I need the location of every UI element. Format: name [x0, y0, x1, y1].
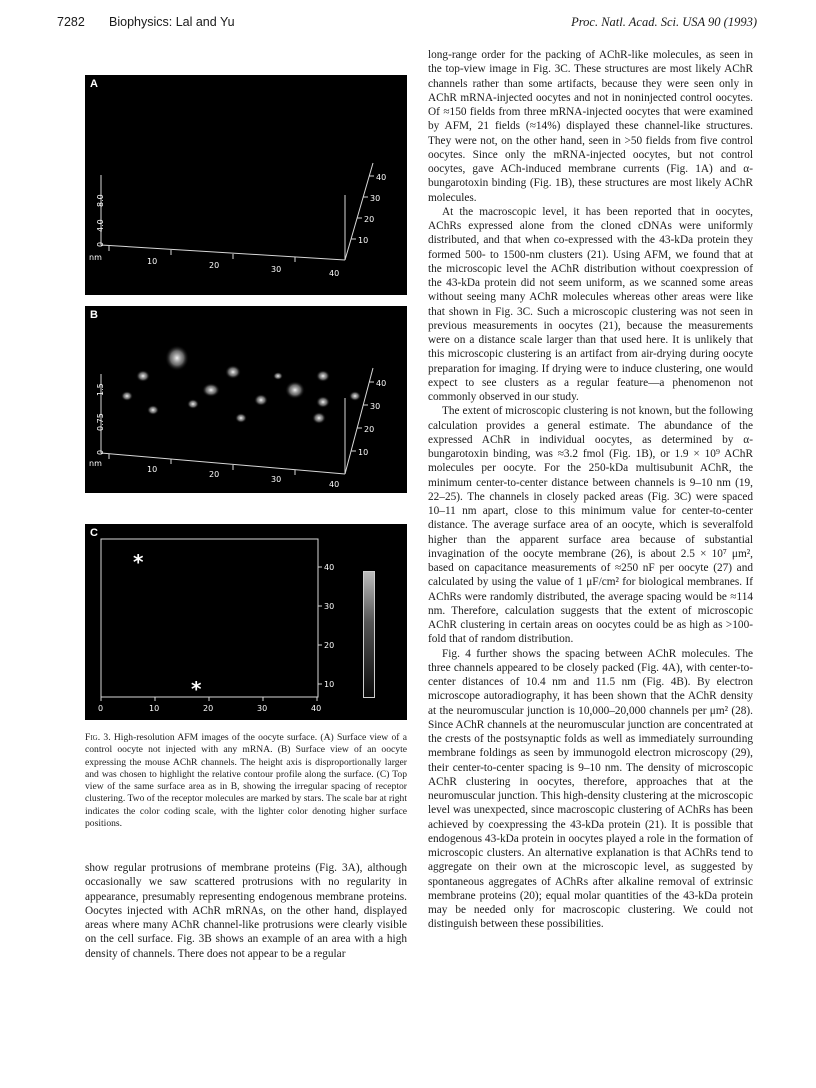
- y-tick-label: 40: [376, 379, 387, 388]
- caption-text: High-resolution AFM images of the oocyte surface. (A) Surface view of a control oocyte not injected with any mRNA. (B) Surface view of an oocyte expressing the mouse AChR channels. The height axis is disproportionally larger and was chosen to highlight the relative contour profile along the surface. (C) Top view of the same surface area as in B, showing the irregular spacing of receptor clustering. Two of the receptor molecules are marked by stars. The scale bar at right indicates the color coding scale, with the lighter color denoting higher surface positions.: [85, 732, 407, 830]
- x-tick-label: 20: [203, 704, 214, 713]
- y-tick-label: 30: [370, 194, 381, 203]
- paragraph: long-range order for the packing of AChR-like molecules, as seen in the top-view image in Fig. 3C. These structures are most likely AChR channels rather than some artifacts, because they were seen only in AChR mRNA-injected oocytes and not in noninjected control oocytes. Of ≈150 fields from three mRNA-injected oocytes that were examined by AFM, 21 fields (≈14%) displayed these channel-like structures. They were not, on the other hand, seen in >50 fields from five control oocytes. Since only the mRNA-injected oocytes, but not control oocytes, gave ACh-induced membrane currents (Fig. 1A) and α-bungarotoxin binding (Fig. 1B), these structures are most likely AChR molecules.: [428, 49, 753, 204]
- axis-unit-label: nm: [89, 253, 102, 262]
- caption-label: Fig. 3.: [85, 732, 111, 743]
- panel-label: C: [90, 527, 98, 539]
- z-tick-label: 4.0: [96, 219, 105, 232]
- paragraph: The extent of microscopic clustering is not known, but the following calculation provides a general estimate. The abundance of the expressed AChR in individual oocytes, as determined by α-bungarotoxin binding, was ≈3.2 fmol (Fig. 1B), or 1.9 × 10⁹ AChR molecules per oocyte. For the 250-kDa multisubunit AChR, the minimum center-to-center distance between channels is 9–10 nm (19, 22–25). The channels in closely packed areas (Fig. 3C) were spaced 10–11 nm apart, close to this minimum value for center-to-center distance. The average surface area of an oocyte, which is severalfold higher than the apparent surface area because of substantial invagination of the oocyte membrane (26), is about 2.5 × 10⁷ μm², based on capacitance measurements of ≈250 nF per oocyte (27) and calculated by using the value of 1 μF/cm² for biological membranes. If AChRs were randomly distributed, the average spacing would be ≈114 nm. Therefore, calculation suggests that the extent of microscopic AChR clustering in certain areas on oocytes could be as high as >100-fold that of random distribution.: [428, 405, 753, 646]
- running-head: Biophysics: Lal and Yu: [109, 15, 235, 29]
- y-tick-label: 30: [324, 602, 335, 611]
- y-tick-label: 10: [324, 680, 335, 689]
- panel-label: B: [90, 309, 98, 321]
- paragraph: show regular protrusions of membrane proteins (Fig. 3A), although occasionally we saw scattered protrusions with no regularity in appearance, presumably representing endogenous membrane proteins. Oocytes injected with AChR mRNAs, on the other hand, displayed areas where many AChR channel-like protrusions were clearly visible on the cell surface. Fig. 3B shows an example of an area with a high density of channels. There does not appear to be a regular: [85, 862, 407, 960]
- color-scale-gradient: [363, 571, 375, 698]
- x-tick-label: 40: [311, 704, 322, 713]
- y-tick-label: 20: [364, 425, 375, 434]
- page-number: 7282: [57, 15, 85, 29]
- axis-unit-label: nm: [89, 459, 102, 468]
- x-tick-label: 10: [147, 257, 158, 266]
- x-tick-label: 30: [271, 265, 282, 274]
- y-tick-label: 20: [324, 641, 335, 650]
- z-tick-label: 0: [96, 241, 105, 247]
- x-tick-label: 30: [271, 475, 282, 484]
- x-tick-label: 30: [257, 704, 268, 713]
- z-tick-label: 0: [96, 449, 105, 455]
- color-scale-bar: [353, 561, 384, 706]
- y-tick-label: 20: [364, 215, 375, 224]
- figure-caption: [85, 732, 407, 830]
- paragraph: At the macroscopic level, it has been reported that in oocytes, AChRs expressed alone from the cloned cDNAs were uniformly distributed, and that when co-expressed with the 43-kDa protein they formed 500- to 1500-nm clusters (21). Using AFM, we found that at the microscopic level the AChR distribution without coexpression of the 43-kDa protein did not seem uniform, as we scanned some areas without seeing many AChR molecules whereas other areas were like that shown in Fig. 3C. Such a microscopic clustering was not seen in previous measurements in oocytes (21), because the measurements were on a distance scale larger than that used here. It is unlikely that this microscopic clustering is an artifact from air-drying during oocyte preparation for imaging. If drying were to induce clustering, one would expect to see clusters as a regular feature—a phenomenon not commonly observed in our study.: [428, 205, 753, 403]
- surface-plot-a: [85, 75, 407, 295]
- x-tick-label: 10: [149, 704, 160, 713]
- x-tick-label: 0: [98, 704, 104, 713]
- z-tick-label: 1.5: [96, 383, 105, 396]
- panel-label: A: [90, 78, 98, 90]
- paragraph: Fig. 4 further shows the spacing between AChR molecules. The three channels appeared to be closely packed (Fig. 4A), with center-to-center distances of 10.4 nm and 11.5 nm (Fig. 4B). By electron microscope autoradiography, it has been shown that the AChR density at the neuromuscular junction is 10,000–20,000 channels per μm² (28). Since AChR channels at the neuromuscular junction are concentrated at the crests of the postsynaptic folds as well as immediately surrounding membrane foldings as seen by immunogold electron microscopy (29), their center-to-center spacing is 9–10 nm. The density of microscopic AChR clustering in oocytes, therefore, approaches that at the neuromuscular junction. This high-density clustering at the microscopic level was unexpected, since macroscopic clustering of AChRs has been achieved by coexpressing the 43-kDa protein (21). It is possible that endogenous 43-kDa protein in oocytes played a role in the formation of microscopic clusters. An alternative explanation is that AChRs tend to aggregate on their own at the microscopic level, as suggested by spontaneous aggregates of AChRs after alkaline removal of extrinsic membrane proteins (20); equal molar quantities of the 43-kDa protein may be needed only for macroscopic clustering. We could not distinguish between these possibilities.: [428, 647, 753, 931]
- surface-plot-b: [85, 306, 407, 493]
- z-tick-label: 0.75: [96, 413, 105, 431]
- y-tick-label: 40: [376, 173, 387, 182]
- y-tick-label: 40: [324, 563, 335, 572]
- figure-panel-b: [85, 306, 407, 493]
- figure-panel-a: [85, 75, 407, 295]
- receptor-star-marker: *: [133, 550, 144, 574]
- channel-protrusions: [121, 345, 361, 424]
- z-tick-label: 8.0: [96, 194, 105, 207]
- x-tick-label: 40: [329, 269, 340, 278]
- running-header: [57, 15, 757, 33]
- y-tick-label: 30: [370, 402, 381, 411]
- right-column-text: [428, 48, 753, 932]
- y-tick-label: 10: [358, 236, 369, 245]
- x-tick-label: 40: [329, 480, 340, 489]
- left-column-text: [85, 861, 407, 961]
- x-tick-label: 20: [209, 470, 220, 479]
- y-tick-label: 10: [358, 448, 369, 457]
- x-tick-label: 10: [147, 465, 158, 474]
- receptor-star-marker: *: [191, 677, 202, 701]
- x-tick-label: 20: [209, 261, 220, 270]
- journal-citation: Proc. Natl. Acad. Sci. USA 90 (1993): [571, 15, 757, 29]
